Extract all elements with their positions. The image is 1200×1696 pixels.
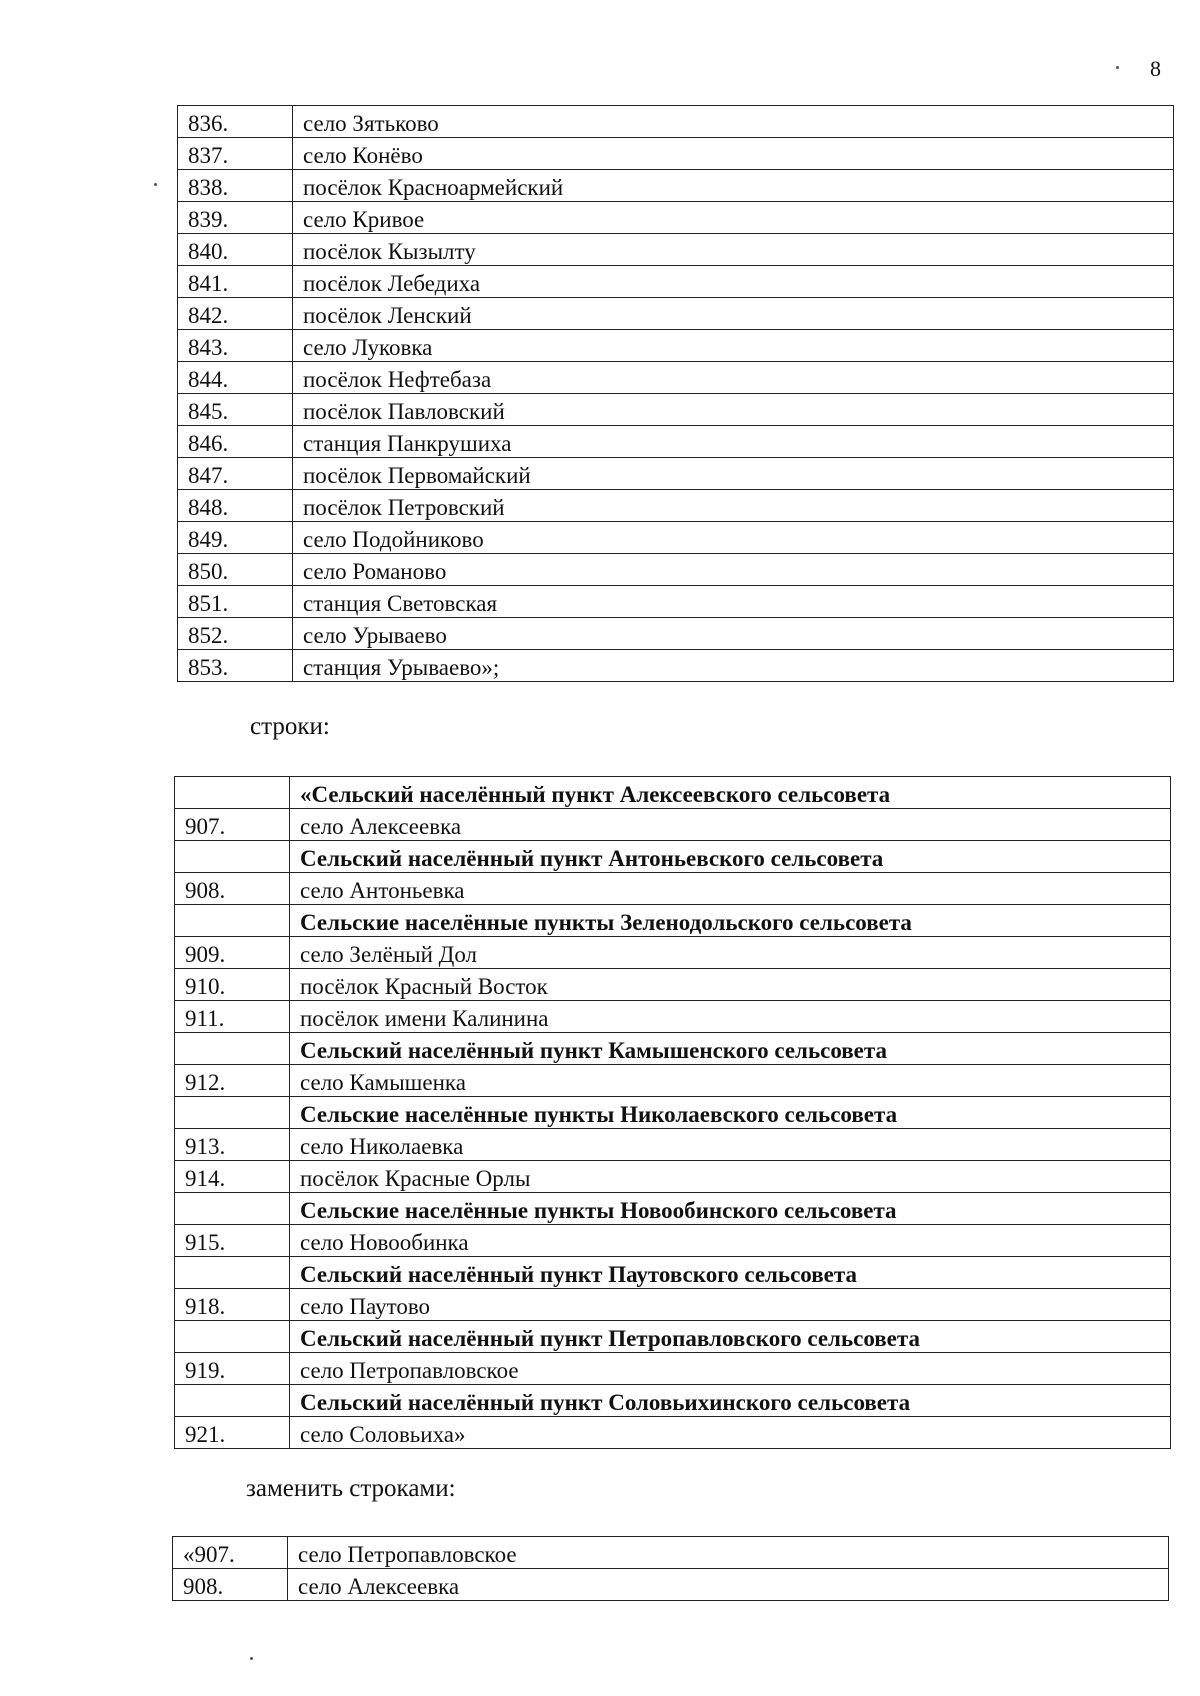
row-number: 840.	[178, 234, 293, 266]
settlement-name: село Новообинка	[290, 1225, 1171, 1257]
table-row	[175, 1225, 1171, 1257]
settlement-name: посёлок Красные Орлы	[290, 1161, 1171, 1193]
table-row	[175, 1417, 1171, 1449]
council-header: Сельский населённый пункт Паутовского сельсовета	[290, 1257, 1171, 1289]
scan-speck	[250, 1657, 253, 1660]
settlement-name: село Зятьково	[293, 106, 1174, 138]
row-number	[175, 905, 290, 937]
row-number	[175, 841, 290, 873]
row-number: 850.	[178, 554, 293, 586]
table-row	[178, 458, 1174, 490]
table-row	[175, 1289, 1171, 1321]
council-header: Сельский населённый пункт Антоньевского сельсовета	[290, 841, 1171, 873]
page-number: 8	[1150, 56, 1161, 81]
settlement-name: посёлок Лебедиха	[293, 266, 1174, 298]
settlement-name: посёлок Первомайский	[293, 458, 1174, 490]
settlement-name: село Соловьиха»	[290, 1417, 1171, 1449]
council-header: Сельский населённый пункт Соловьихинского сельсовета	[290, 1385, 1171, 1417]
settlements-table-new-rows	[172, 1536, 1169, 1601]
table-row	[178, 490, 1174, 522]
settlement-name: село Антоньевка	[290, 873, 1171, 905]
row-number: 847.	[178, 458, 293, 490]
row-number: 912.	[175, 1065, 290, 1097]
table-row	[178, 586, 1174, 618]
settlement-name: посёлок Кызылту	[293, 234, 1174, 266]
council-header-row	[175, 1033, 1171, 1065]
council-header-row	[175, 841, 1171, 873]
settlement-name: посёлок Красноармейский	[293, 170, 1174, 202]
settlement-name: село Паутово	[290, 1289, 1171, 1321]
table-row	[178, 266, 1174, 298]
settlements-table-continued	[177, 105, 1174, 682]
table-row	[178, 234, 1174, 266]
council-header: «Сельский населённый пункт Алексеевского сельсовета	[290, 777, 1171, 809]
council-header-row	[175, 905, 1171, 937]
table-row	[178, 330, 1174, 362]
row-number: 845.	[178, 394, 293, 426]
row-number: 851.	[178, 586, 293, 618]
row-number: 842.	[178, 298, 293, 330]
settlements-table-old-rows	[174, 776, 1171, 1449]
table-row	[178, 618, 1174, 650]
settlement-name: село Луковка	[293, 330, 1174, 362]
row-number: 849.	[178, 522, 293, 554]
table-row	[175, 937, 1171, 969]
council-header-row	[175, 1257, 1171, 1289]
council-header: Сельские населённые пункты Новообинского сельсовета	[290, 1193, 1171, 1225]
row-number: 853.	[178, 650, 293, 682]
table-row	[175, 1129, 1171, 1161]
row-number: 915.	[175, 1225, 290, 1257]
table-row	[173, 1569, 1169, 1601]
label-rows: строки:	[250, 713, 330, 740]
row-number	[175, 1385, 290, 1417]
settlement-name: станция Панкрушиха	[293, 426, 1174, 458]
council-header-row	[175, 1193, 1171, 1225]
row-number	[175, 1257, 290, 1289]
table-row	[178, 106, 1174, 138]
row-number: 841.	[178, 266, 293, 298]
table-row	[178, 650, 1174, 682]
table-row	[178, 138, 1174, 170]
row-number	[175, 1193, 290, 1225]
table-row	[178, 522, 1174, 554]
table-row	[175, 809, 1171, 841]
council-header: Сельские населённые пункты Зеленодольского сельсовета	[290, 905, 1171, 937]
row-number: 918.	[175, 1289, 290, 1321]
row-number: 837.	[178, 138, 293, 170]
row-number: 907.	[175, 809, 290, 841]
row-number: 911.	[175, 1001, 290, 1033]
settlement-name: посёлок Ленский	[293, 298, 1174, 330]
row-number: 910.	[175, 969, 290, 1001]
table-row	[175, 1353, 1171, 1385]
row-number: 838.	[178, 170, 293, 202]
settlement-name: село Петропавловское	[290, 1353, 1171, 1385]
row-number: 852.	[178, 618, 293, 650]
settlement-name: село Николаевка	[290, 1129, 1171, 1161]
row-number: 909.	[175, 937, 290, 969]
settlement-name: станция Световская	[293, 586, 1174, 618]
row-number: 839.	[178, 202, 293, 234]
row-number	[175, 1033, 290, 1065]
settlement-name: село Алексеевка	[288, 1569, 1169, 1601]
row-number	[175, 1097, 290, 1129]
council-header: Сельский населённый пункт Петропавловского сельсовета	[290, 1321, 1171, 1353]
council-header: Сельские населённые пункты Николаевского сельсовета	[290, 1097, 1171, 1129]
settlement-name: посёлок Нефтебаза	[293, 362, 1174, 394]
row-number: 843.	[178, 330, 293, 362]
row-number: «907.	[173, 1537, 288, 1569]
table-row	[175, 873, 1171, 905]
table-row	[178, 202, 1174, 234]
table-row	[175, 969, 1171, 1001]
row-number	[175, 777, 290, 809]
council-header-row	[175, 777, 1171, 809]
settlement-name: посёлок имени Калинина	[290, 1001, 1171, 1033]
settlement-name: село Романово	[293, 554, 1174, 586]
table-row	[178, 362, 1174, 394]
row-number	[175, 1321, 290, 1353]
row-number: 848.	[178, 490, 293, 522]
row-number: 908.	[173, 1569, 288, 1601]
settlement-name: посёлок Красный Восток	[290, 969, 1171, 1001]
settlement-name: посёлок Павловский	[293, 394, 1174, 426]
table-row	[173, 1537, 1169, 1569]
table-row	[178, 298, 1174, 330]
row-number: 913.	[175, 1129, 290, 1161]
row-number: 846.	[178, 426, 293, 458]
row-number: 921.	[175, 1417, 290, 1449]
council-header-row	[175, 1097, 1171, 1129]
settlement-name: село Кривое	[293, 202, 1174, 234]
table-row	[175, 1065, 1171, 1097]
scan-speck	[1116, 66, 1119, 69]
council-header: Сельский населённый пункт Камышенского сельсовета	[290, 1033, 1171, 1065]
row-number: 836.	[178, 106, 293, 138]
settlement-name: село Подойниково	[293, 522, 1174, 554]
table-row	[178, 554, 1174, 586]
council-header-row	[175, 1321, 1171, 1353]
label-replace-with-rows: заменить строками:	[246, 1475, 456, 1502]
row-number: 908.	[175, 873, 290, 905]
table-row	[175, 1001, 1171, 1033]
scan-speck	[154, 183, 157, 186]
row-number: 844.	[178, 362, 293, 394]
table-row	[175, 1161, 1171, 1193]
settlement-name: станция Урываево»;	[293, 650, 1174, 682]
table-row	[178, 426, 1174, 458]
settlement-name: село Зелёный Дол	[290, 937, 1171, 969]
settlement-name: село Урываево	[293, 618, 1174, 650]
settlement-name: посёлок Петровский	[293, 490, 1174, 522]
table-row	[178, 394, 1174, 426]
row-number: 919.	[175, 1353, 290, 1385]
settlement-name: село Камышенка	[290, 1065, 1171, 1097]
row-number: 914.	[175, 1161, 290, 1193]
settlement-name: село Петропавловское	[288, 1537, 1169, 1569]
settlement-name: село Конёво	[293, 138, 1174, 170]
council-header-row	[175, 1385, 1171, 1417]
table-row	[178, 170, 1174, 202]
settlement-name: село Алексеевка	[290, 809, 1171, 841]
